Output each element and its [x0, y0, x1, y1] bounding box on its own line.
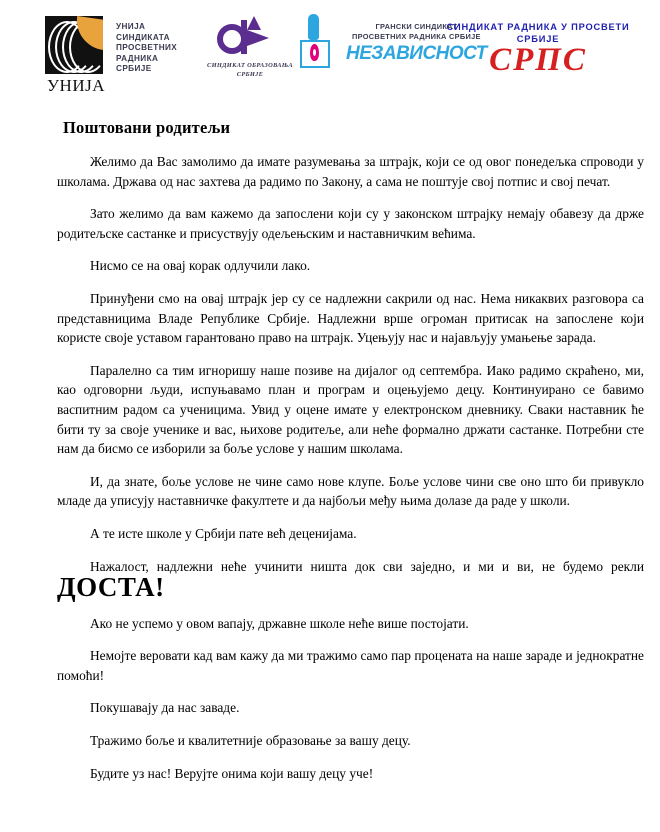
logo-srps [440, 22, 636, 77]
unija-subtitle-line-3: ПРОСВЕТНИХ [116, 43, 178, 52]
paragraph: Ако не успемо у овом вапају, државне школе неће више постојати. [90, 615, 469, 631]
paragraph: Будите уз нас! Верујте онима који вашу децу уче! [90, 765, 374, 781]
unija-wordmark: УНИЈА [47, 76, 105, 95]
letter-body [0, 112, 660, 783]
paragraph: И, да знате, боље услове не чине само нове клупе. Боље услове чини све оно што би привукло младе да уписују наставничке факултете и да најбољи међу њима долазе да раде у школи. [57, 473, 644, 509]
paragraph-with-emphasis [57, 557, 644, 602]
logo-sindikat-obrazovanja-srbije [205, 14, 295, 79]
sos-subtitle [205, 62, 295, 79]
paragraph: Желимо да Вас замолимо да имате разумевања за штрајк, који се од овог понедељка спроводи у школама. Држава од нас захтева да радимо по Закону, а сама не поштује свој потпис и свој печат. [57, 154, 644, 189]
unija-subtitle-line-5: СРБИЈЕ [116, 64, 152, 73]
paragraph: Принуђени смо на овај штрајк јер су се надлежни сакрили од нас. Нема никаквих разговора са представницима Владе Републике Србије. Надлежни врше огроман притисак на запослене који користе своје уставом гарантовано право на штрајк. Уцењују нас и најављују умањење зарада. [57, 290, 644, 346]
sos-subtitle-line-1: СИНДИКАТ ОБРАЗОВАЊА [207, 62, 293, 69]
paragraph: Покушавају да нас заваде. [90, 700, 240, 716]
paragraph: А те исте школе у Србији пате већ деценијама. [90, 525, 357, 541]
srps-subtitle-line-1: СИНДИКАТ РАДНИКА У ПРОСВЕТИ [446, 22, 630, 32]
unija-subtitle-line-2: СИНДИКАТА [116, 32, 170, 42]
paragraph: Паралелно са тим игноришу наше позиве на дијалог од септембра. Иако радимо скраћено, ми, као одговорни људи, испуњавамо план и програм и оцењујемо децу. Континуирано се бавимо васпитним радом са ученицима. Увид у оцене имате у електронском дневнику. Сваки наставник ће бити ту за своје ученике и вас, њихове родитеље, али неће формално држати састанке. Потребни сте нам да бисмо се изборили за боље услове у нашим школама. [57, 362, 644, 457]
pen-nib-icon [205, 14, 295, 62]
shout-lead-text: Нажалост, надлежни неће учинити ништа док сви заједно, и ми и ви, не будемо рекли [90, 558, 644, 574]
srps-wordmark: СРПС [489, 42, 587, 78]
unija-emblem-group [45, 16, 107, 96]
srps-subtitle-line-2: СРБИЈЕ [516, 33, 560, 44]
paragraph: Зато желимо да вам кажемо да запослени који су у законском штрајку немају обавезу да држе родитељске састанке и присуствују одељењским и наставничким већима. [57, 206, 644, 241]
nezavisnost-subtitle-line-1: ГРАНСКИ СИНДИКАТ [375, 22, 458, 31]
paragraph: Нисмо се на овај корак одлучили лако. [90, 258, 311, 274]
unija-subtitle [116, 22, 177, 75]
nezavisnost-wordmark: НЕЗАВИСНОСТ [346, 43, 487, 64]
unija-book-icon [45, 16, 103, 74]
shout-word: ДОСТА! [57, 572, 165, 603]
logo-unija [45, 16, 177, 96]
union-logos-header [0, 0, 660, 112]
page-title: Поштовани родитељи [63, 118, 231, 137]
unija-subtitle-line-1: УНИЈА [116, 22, 146, 31]
sos-subtitle-line-2: СРБИЈЕ [236, 70, 264, 78]
paragraph: Тражимо боље и квалитетније образовање за вашу децу. [90, 733, 411, 749]
paragraph: Немојте веровати кад вам кажу да ми тражимо само пар процената на наше зараде и једнократне помоћи! [57, 648, 644, 683]
nezavisnost-subtitle-line-2: ПРОСВЕТНИХ РАДНИКА СРБИЈЕ [352, 31, 481, 41]
exclamation-flame-icon [296, 14, 340, 72]
unija-subtitle-line-4: РАДНИКА [116, 53, 159, 63]
